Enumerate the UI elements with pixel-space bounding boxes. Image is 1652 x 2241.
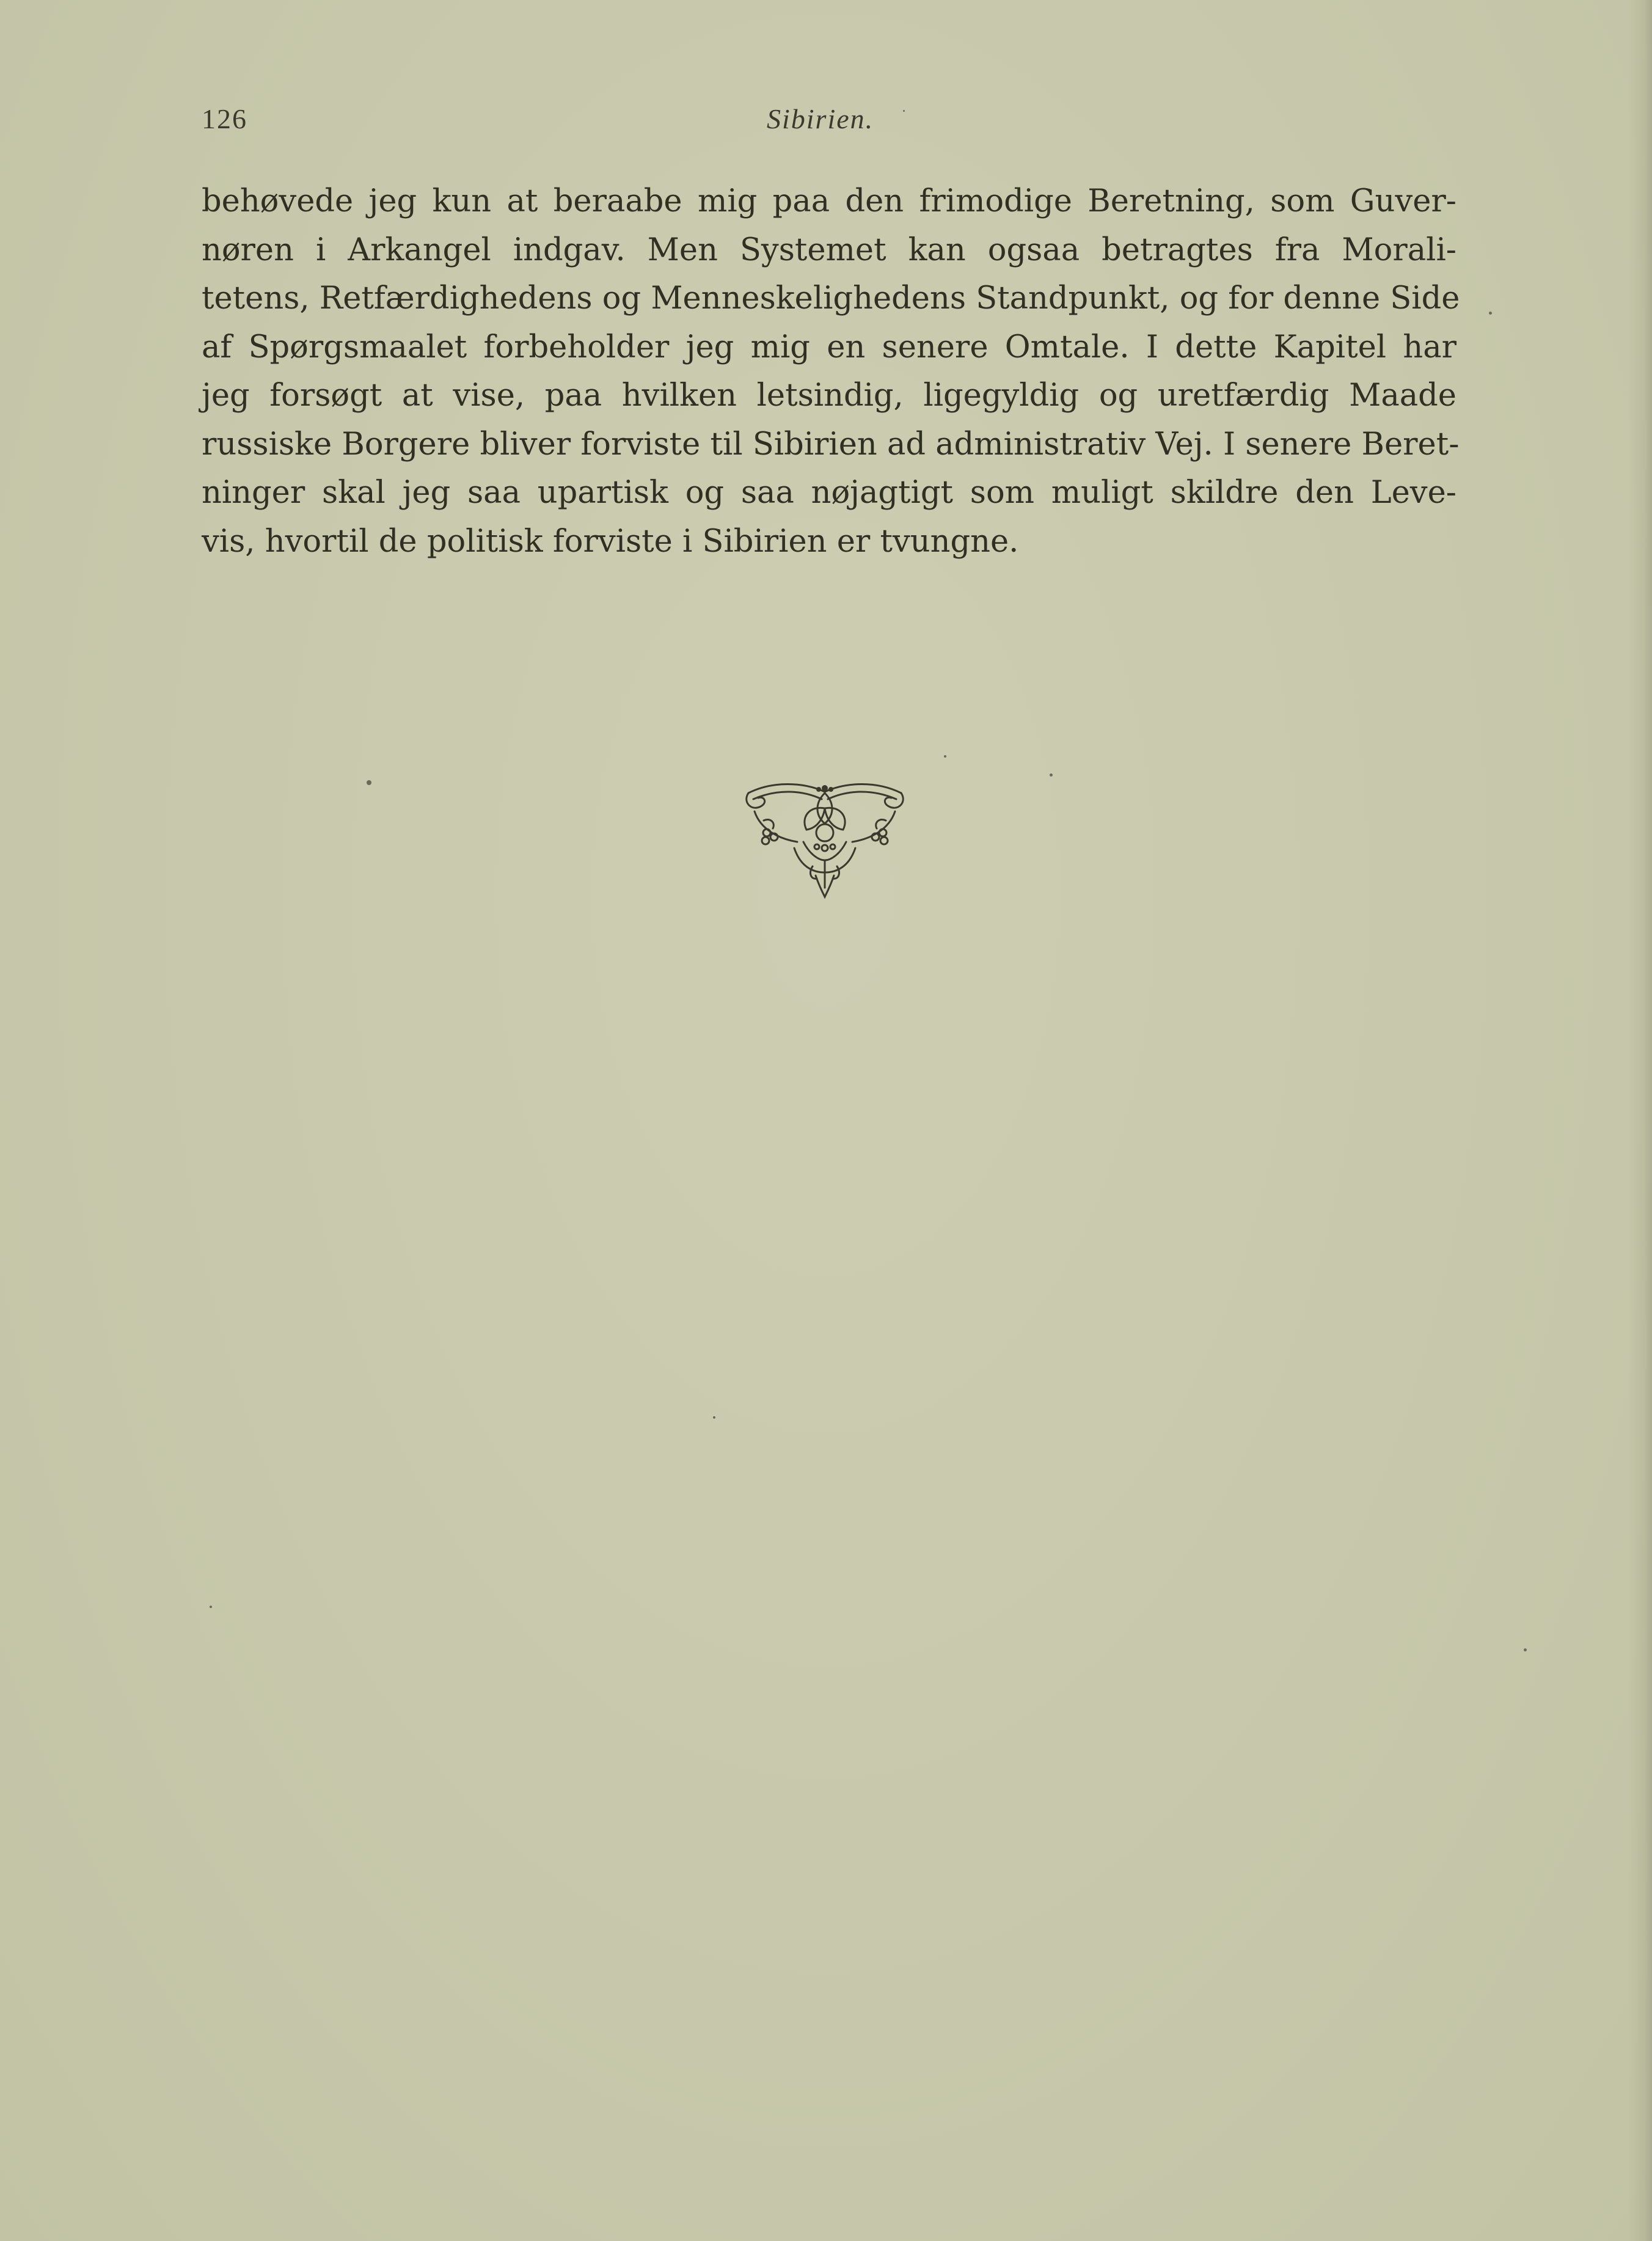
paper-speck [1489,312,1492,315]
text-line: af Spørgsmaalet forbeholder jeg mig en senere Omtale. I dette Kapitel har [202,329,1456,365]
text-line: nøren i Arkangel indgav. Men Systemet kan ogsaa betragtes fra Morali- [202,232,1456,268]
text-line: russiske Borgere bliver forviste til Sibirien ad administrativ Vej. I senere Beret- [202,426,1460,462]
paper-speck [210,1606,212,1608]
running-head [202,103,1460,145]
floral-tailpiece-icon [736,775,913,903]
text-line: vis, hvortil de politisk forviste i Sibirien er tvungne. [202,523,1019,560]
paper-speck [367,780,371,785]
text-line: ninger skal jeg saa upartisk og saa nøjagtigt som muligt skildre den Leve- [202,475,1456,511]
text-line: behøvede jeg kun at beraabe mig paa den frimodige Beretning, som Guver- [202,183,1456,219]
paper-speck [944,755,946,758]
page-number: 126 [202,103,247,134]
body-paragraph [202,177,1460,566]
paper-speck [903,110,905,112]
paper-speck [1524,1648,1527,1651]
paper-speck [713,1416,715,1419]
text-line: tetens, Retfærdighedens og Menneskelighedens Standpunkt, og for denne Side [202,280,1460,316]
running-title: Sibirien. [767,103,874,134]
page-edge-shadow [1628,0,1652,2241]
paper-speck [1050,773,1053,777]
text-line: jeg forsøgt at vise, paa hvilken letsindig, ligegyldig og uretfærdig Maade [202,378,1456,414]
